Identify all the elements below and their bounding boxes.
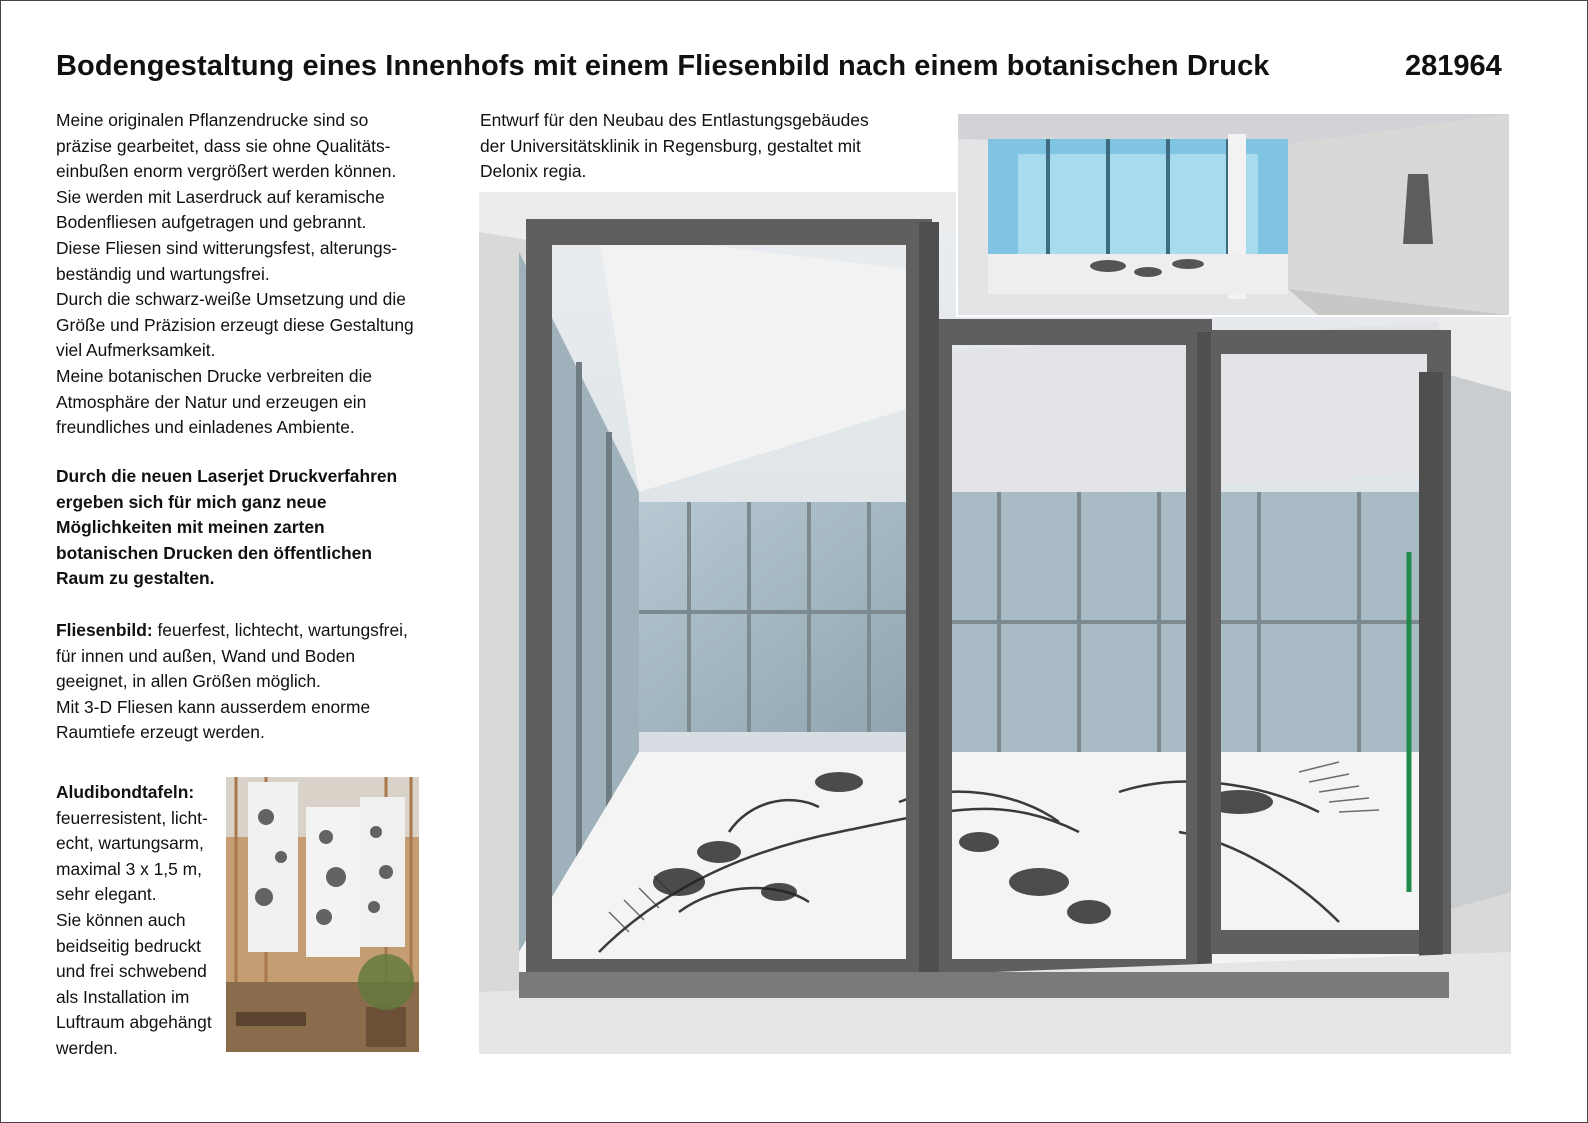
text-line: Entwurf für den Neubau des Entlastungsgebäudes bbox=[480, 110, 869, 130]
text-line: für innen und außen, Wand und Boden bbox=[56, 645, 356, 666]
text-line: Mit 3-D Fliesen kann ausserdem enorme bbox=[56, 696, 371, 717]
courtyard-photo bbox=[479, 192, 1511, 1054]
text-line: ergeben sich für mich ganz neue bbox=[56, 491, 327, 512]
hallway-photo bbox=[956, 112, 1511, 317]
text-line: Durch die neuen Laserjet Druckverfahren bbox=[56, 466, 398, 486]
intro-paragraph bbox=[56, 108, 456, 441]
text-line: Raumtiefe erzeugt werden. bbox=[56, 722, 265, 743]
fliesenbild-paragraph bbox=[56, 618, 456, 746]
text-line: werden. bbox=[56, 1037, 118, 1058]
text-line: maximal 3 x 1,5 m, bbox=[56, 858, 202, 879]
text-line: botanischen Drucken den öffentlichen bbox=[56, 542, 372, 563]
text-line: Delonix regia. bbox=[480, 161, 587, 182]
text-line bbox=[56, 618, 456, 644]
text-line: viel Aufmerksamkeit. bbox=[56, 340, 216, 361]
text-line: Meine botanischen Drucke verbreiten die bbox=[56, 365, 373, 386]
text-line: als Installation im bbox=[56, 986, 190, 1007]
text-line: Möglichkeiten mit meinen zarten bbox=[56, 517, 325, 538]
text-line: der Universitätsklinik in Regensburg, gestaltet mit bbox=[480, 135, 861, 156]
text-line: feuerresistent, licht- bbox=[56, 807, 208, 828]
aludibond-label: Aludibondtafeln: bbox=[56, 782, 195, 802]
text-line: Luftraum abgehängt bbox=[56, 1012, 212, 1033]
text-line: Sie werden mit Laserdruck auf keramische bbox=[56, 186, 385, 207]
fliesenbild-first-line: feuerfest, lichtecht, wartungsfrei, bbox=[152, 620, 408, 640]
aludibond-paragraph bbox=[56, 780, 226, 1062]
text-line: einbußen enorm vergrößert werden können. bbox=[56, 161, 397, 182]
text-line: geeignet, in allen Größen möglich. bbox=[56, 671, 321, 692]
text-line: Durch die schwarz-weiße Umsetzung und die bbox=[56, 289, 406, 310]
text-line: echt, wartungsarm, bbox=[56, 833, 204, 854]
text-line: beständig und wartungsfrei. bbox=[56, 263, 270, 284]
text-line: Meine originalen Pflanzendrucke sind so bbox=[56, 110, 369, 130]
text-line: Größe und Präzision erzeugt diese Gestaltung bbox=[56, 314, 414, 335]
text-line: Diese Fliesen sind witterungsfest, alterungs- bbox=[56, 237, 398, 258]
text-line: Bodenfliesen aufgetragen und gebrannt. bbox=[56, 212, 367, 233]
text-line: sehr elegant. bbox=[56, 884, 157, 905]
photo-caption bbox=[480, 108, 920, 185]
text-line: beidseitig bedruckt bbox=[56, 935, 202, 956]
aludibond-banners-photo bbox=[226, 777, 419, 1052]
text-line: Atmosphäre der Natur und erzeugen ein bbox=[56, 391, 367, 412]
fliesenbild-label: Fliesenbild: bbox=[56, 620, 153, 640]
page-title: Bodengestaltung eines Innenhofs mit einem Fliesenbild nach einem botanischen Druck bbox=[56, 50, 1270, 82]
highlight-paragraph bbox=[56, 464, 456, 592]
text-line: und frei schwebend bbox=[56, 961, 207, 982]
project-number: 281964 bbox=[1405, 50, 1502, 82]
text-line: Sie können auch bbox=[56, 909, 186, 930]
text-line: freundliches und einladenes Ambiente. bbox=[56, 417, 355, 438]
text-line: Raum zu gestalten. bbox=[56, 568, 215, 589]
text-line: präzise gearbeitet, dass sie ohne Qualitäts- bbox=[56, 135, 391, 156]
